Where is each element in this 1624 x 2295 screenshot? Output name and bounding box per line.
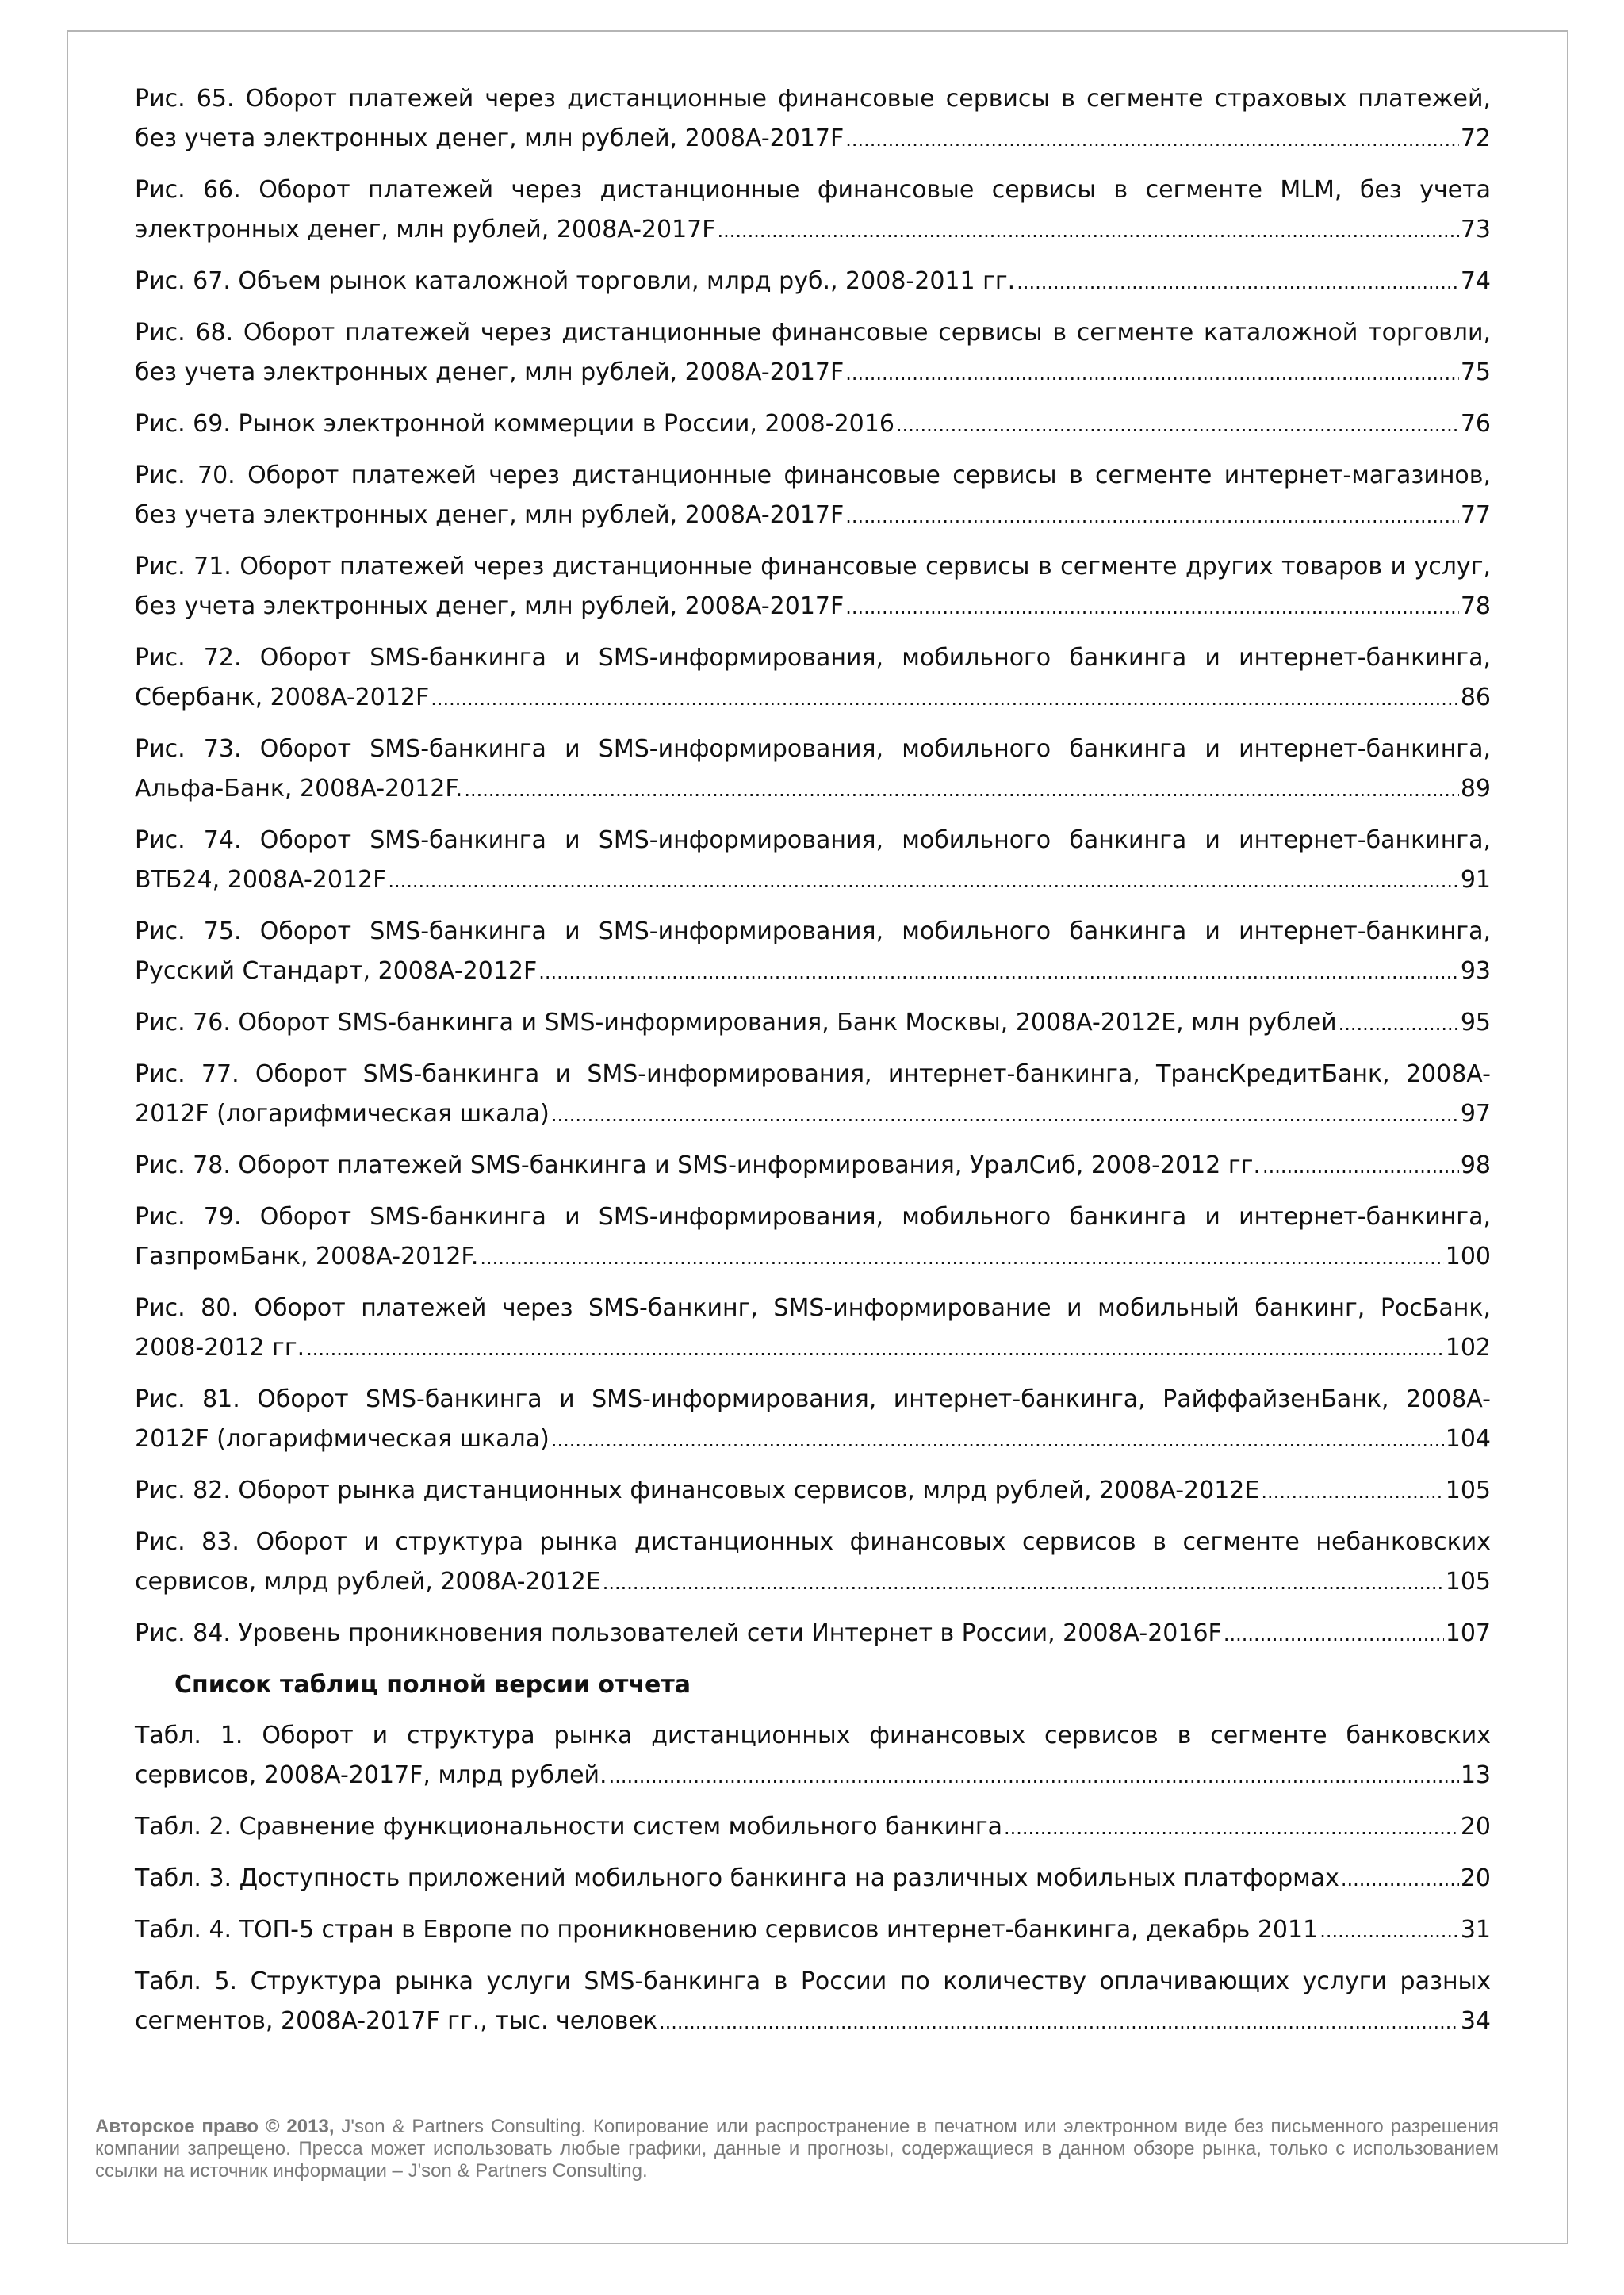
page-number: 77 — [1460, 501, 1491, 529]
toc-entry-text: Табл. 3. Доступность приложений мобильного банкинга на различных мобильных платформах — [135, 1864, 1339, 1892]
toc-entry-text-line1: Рис. 65. Оборот платежей через дистанционные финансовые сервисы в сегменте страховых платежей, — [135, 85, 1491, 113]
dot-leader — [896, 405, 1459, 445]
page-number: 105 — [1445, 1477, 1491, 1504]
page-number: 107 — [1445, 1619, 1491, 1647]
dot-leader — [1320, 1911, 1459, 1951]
page-number: 74 — [1460, 267, 1491, 295]
page-number: 100 — [1445, 1243, 1491, 1270]
toc-entry[interactable] — [135, 313, 1491, 393]
page-number: 98 — [1460, 1151, 1491, 1179]
toc-entry[interactable] — [135, 821, 1491, 901]
toc-entry-last-line — [135, 2002, 1491, 2042]
page-number: 86 — [1460, 684, 1491, 711]
toc-entry-last-line — [135, 952, 1491, 992]
toc-entry-last-line — [135, 1756, 1491, 1796]
toc-entry[interactable] — [135, 262, 1491, 302]
dot-leader — [306, 1329, 1444, 1369]
toc-entry-text-line1: Рис. 73. Оборот SMS-банкинга и SMS-информирования, мобильного банкинга и интернет-банкинга, — [135, 735, 1491, 763]
toc-entry[interactable] — [135, 1614, 1491, 1654]
toc-entry-text-line1: Рис. 80. Оборот платежей через SMS-банкинг, SMS-информирование и мобильный банкинг, РосБанк, — [135, 1294, 1491, 1322]
dot-leader — [388, 861, 1458, 901]
toc-entry-text: Табл. 2. Сравнение функциональности систем мобильного банкинга — [135, 1813, 1003, 1841]
page-number: 105 — [1445, 1568, 1491, 1596]
toc-entry-text: Русский Стандарт, 2008A-2012F — [135, 957, 538, 985]
toc-entry-text: Сбербанк, 2008A-2012F — [135, 684, 430, 711]
page-number: 91 — [1460, 866, 1491, 894]
toc-entry-text: 2008-2012 гг. — [135, 1334, 305, 1362]
page-number: 89 — [1460, 775, 1491, 803]
toc-entry[interactable] — [135, 79, 1491, 159]
toc-entry-text: ГазпромБанк, 2008A-2012F. — [135, 1243, 479, 1270]
toc-entry-text: сервисов, млрд рублей, 2008A-2012E — [135, 1568, 601, 1596]
dot-leader — [603, 1563, 1444, 1603]
toc-entry-text-line1: Рис. 77. Оборот SMS-банкинга и SMS-информирования, интернет-банкинга, ТрансКредитБанк, 2008A- — [135, 1060, 1491, 1088]
toc-entry-text: Альфа-Банк, 2008A-2012F. — [135, 775, 463, 803]
toc-entry-last-line — [135, 1859, 1491, 1899]
dot-leader — [1224, 1615, 1444, 1654]
toc-entry[interactable] — [135, 1523, 1491, 1603]
page-number: 95 — [1460, 1009, 1491, 1036]
dot-leader — [1261, 1472, 1443, 1511]
dot-leader — [1004, 1808, 1459, 1848]
toc-entry-text-line1: Рис. 74. Оборот SMS-банкинга и SMS-информирования, мобильного банкинга и интернет-банкинга, — [135, 826, 1491, 854]
toc-entry-text-line1: Рис. 81. Оборот SMS-банкинга и SMS-информирования, интернет-банкинга, РайффайзенБанк, 2008A- — [135, 1385, 1491, 1413]
dot-leader — [1341, 1860, 1459, 1899]
tables-section-heading: Список таблиц полной версии отчета — [174, 1671, 691, 1699]
dot-leader — [1262, 1147, 1459, 1186]
toc-entry-text: сервисов, 2008A-2017F, млрд рублей. — [135, 1761, 607, 1789]
toc-entry[interactable] — [135, 638, 1491, 718]
page-number: 75 — [1460, 358, 1491, 386]
dot-leader — [845, 588, 1459, 627]
toc-entry-text-line1: Рис. 68. Оборот платежей через дистанционные финансовые сервисы в сегменте каталожной торговли, — [135, 319, 1491, 347]
toc-entry-text-line1: Рис. 72. Оборот SMS-банкинга и SMS-информирования, мобильного банкинга и интернет-банкинга, — [135, 644, 1491, 672]
toc-entry-last-line — [135, 404, 1491, 445]
dot-leader — [1017, 262, 1459, 302]
dot-leader — [845, 496, 1459, 536]
toc-entry[interactable] — [135, 1471, 1491, 1511]
toc-entry[interactable] — [135, 1289, 1491, 1369]
page-number: 76 — [1460, 410, 1491, 438]
toc-entry-last-line — [135, 860, 1491, 901]
dot-leader — [845, 354, 1459, 393]
toc-entry-last-line — [135, 1562, 1491, 1603]
toc-entry-last-line — [135, 587, 1491, 627]
dot-leader — [431, 679, 1459, 718]
toc-entry[interactable] — [135, 1003, 1491, 1044]
page-number: 104 — [1445, 1425, 1491, 1453]
toc-entry-text: ВТБ24, 2008A-2012F — [135, 866, 387, 894]
dot-leader — [551, 1095, 1459, 1135]
toc-entry[interactable] — [135, 730, 1491, 810]
dot-leader — [464, 770, 1458, 810]
toc-entry-last-line — [135, 1614, 1491, 1654]
dot-leader — [538, 952, 1459, 992]
toc-entry-text: без учета электронных денег, млн рублей, 2008A-2017F — [135, 501, 845, 529]
toc-entry[interactable] — [135, 547, 1491, 627]
toc-entry-text: Рис. 82. Оборот рынка дистанционных финансовых сервисов, млрд рублей, 2008A-2012E — [135, 1477, 1260, 1504]
toc-entry-last-line — [135, 496, 1491, 536]
toc-entry-text-line1: Рис. 66. Оборот платежей через дистанционные финансовые сервисы в сегменте MLM, без учета — [135, 176, 1491, 204]
toc-entry[interactable] — [135, 1146, 1491, 1186]
page-number: 78 — [1460, 592, 1491, 620]
page-number: 102 — [1445, 1334, 1491, 1362]
toc-entry-text: 2012F (логарифмическая шкала) — [135, 1100, 550, 1128]
copyright-text: J'son & Partners Consulting. Копирование или распространение в печатном или электронном виде без письменного разрешения компании запрещено. Пресса может использовать любые графики, данные и прогнозы, содержащиеся в данном обзоре рынка, только с использованием ссылки на источник информации – J'son & Partners Consulting. — [95, 2116, 1499, 2182]
toc-entry-text: 2012F (логарифмическая шкала) — [135, 1425, 550, 1453]
toc-entry-last-line — [135, 769, 1491, 810]
dot-leader — [609, 1757, 1459, 1796]
page-number: 73 — [1460, 216, 1491, 243]
toc-entry-text: сегментов, 2008A-2017F гг., тыс. человек — [135, 2007, 658, 2035]
toc-entry-text-line1: Рис. 75. Оборот SMS-банкинга и SMS-информирования, мобильного банкинга и интернет-банкинга, — [135, 918, 1491, 945]
dot-leader — [551, 1420, 1444, 1460]
toc-entry-text: без учета электронных денег, млн рублей, 2008A-2017F — [135, 358, 845, 386]
figures-list — [135, 79, 1491, 1654]
toc-entry-text-line1: Табл. 1. Оборот и структура рынка дистанционных финансовых сервисов в сегменте банковских — [135, 1722, 1491, 1749]
toc-entry-text-line1: Рис. 79. Оборот SMS-банкинга и SMS-информирования, мобильного банкинга и интернет-банкинга, — [135, 1203, 1491, 1231]
toc-entry-text: Рис. 76. Оборот SMS-банкинга и SMS-информирования, Банк Москвы, 2008A-2012E, млн рублей — [135, 1009, 1337, 1036]
page-number: 72 — [1460, 125, 1491, 152]
toc-entry-text: Табл. 4. ТОП-5 стран в Европе по проникновению сервисов интернет-банкинга, декабрь 2011 — [135, 1916, 1319, 1944]
toc-entry-last-line — [135, 1237, 1491, 1278]
toc-entry[interactable] — [135, 1962, 1491, 2042]
toc-entry-last-line — [135, 1146, 1491, 1186]
toc-entry-text: Рис. 78. Оборот платежей SMS-банкинга и SMS-информирования, УралСиб, 2008-2012 гг. — [135, 1151, 1261, 1179]
toc-entry[interactable] — [135, 912, 1491, 992]
toc-entry[interactable] — [135, 456, 1491, 536]
toc-entry-last-line — [135, 1003, 1491, 1044]
dot-leader — [1339, 1004, 1459, 1044]
toc-entry[interactable] — [135, 1197, 1491, 1278]
toc-entry[interactable] — [135, 1859, 1491, 1899]
page-number: 31 — [1460, 1916, 1491, 1944]
toc-entry[interactable] — [135, 1380, 1491, 1460]
page-number: 34 — [1460, 2007, 1491, 2035]
toc-entry-last-line — [135, 1471, 1491, 1511]
tables-list — [135, 1716, 1491, 2042]
dot-leader — [480, 1238, 1443, 1278]
dot-leader — [845, 120, 1459, 159]
page-number: 97 — [1460, 1100, 1491, 1128]
toc-entry-text: Рис. 84. Уровень проникновения пользователей сети Интернет в России, 2008A-2016F — [135, 1619, 1222, 1647]
copyright-footer — [95, 2116, 1499, 2182]
toc-entry-text: электронных денег, млн рублей, 2008A-2017F — [135, 216, 716, 243]
page-number: 20 — [1460, 1813, 1491, 1841]
toc-entry-last-line — [135, 1807, 1491, 1848]
toc-entry-last-line — [135, 353, 1491, 393]
toc-entry[interactable] — [135, 1807, 1491, 1848]
dot-leader — [718, 211, 1459, 251]
toc-entry-text: Рис. 69. Рынок электронной коммерции в России, 2008-2016 — [135, 410, 894, 438]
toc-entry[interactable] — [135, 1055, 1491, 1135]
page-number: 20 — [1460, 1864, 1491, 1892]
toc-entry-last-line — [135, 678, 1491, 718]
toc-entry-text: Рис. 67. Объем рынок каталожной торговли, млрд руб., 2008-2011 гг. — [135, 267, 1016, 295]
toc-entry-last-line — [135, 119, 1491, 159]
copyright-bold: Авторское право © 2013, — [95, 2116, 335, 2137]
toc-entry[interactable] — [135, 404, 1491, 445]
toc-entry-last-line — [135, 1328, 1491, 1369]
toc-entry-last-line — [135, 1910, 1491, 1951]
toc-entry-text-line1: Табл. 5. Структура рынка услуги SMS-банкинга в России по количеству оплачивающих услуги разных — [135, 1967, 1491, 1995]
toc-entry-last-line — [135, 1420, 1491, 1460]
toc-entry-text: без учета электронных денег, млн рублей, 2008A-2017F — [135, 125, 845, 152]
toc-entry[interactable] — [135, 1910, 1491, 1951]
toc-entry[interactable] — [135, 1716, 1491, 1796]
toc-entry[interactable] — [135, 170, 1491, 251]
toc-entry-last-line — [135, 210, 1491, 251]
dot-leader — [659, 2002, 1459, 2042]
toc-entry-text-line1: Рис. 83. Оборот и структура рынка дистанционных финансовых сервисов в сегменте небанковских — [135, 1528, 1491, 1556]
toc-entry-last-line — [135, 1094, 1491, 1135]
toc-entry-last-line — [135, 262, 1491, 302]
page-number: 93 — [1460, 957, 1491, 985]
toc-entry-text: без учета электронных денег, млн рублей, 2008A-2017F — [135, 592, 845, 620]
toc-entry-text-line1: Рис. 71. Оборот платежей через дистанционные финансовые сервисы в сегменте других товаров и услуг, — [135, 553, 1491, 580]
page-number: 13 — [1460, 1761, 1491, 1789]
toc-content — [135, 79, 1491, 2053]
toc-entry-text-line1: Рис. 70. Оборот платежей через дистанционные финансовые сервисы в сегменте интернет-магазинов, — [135, 462, 1491, 489]
